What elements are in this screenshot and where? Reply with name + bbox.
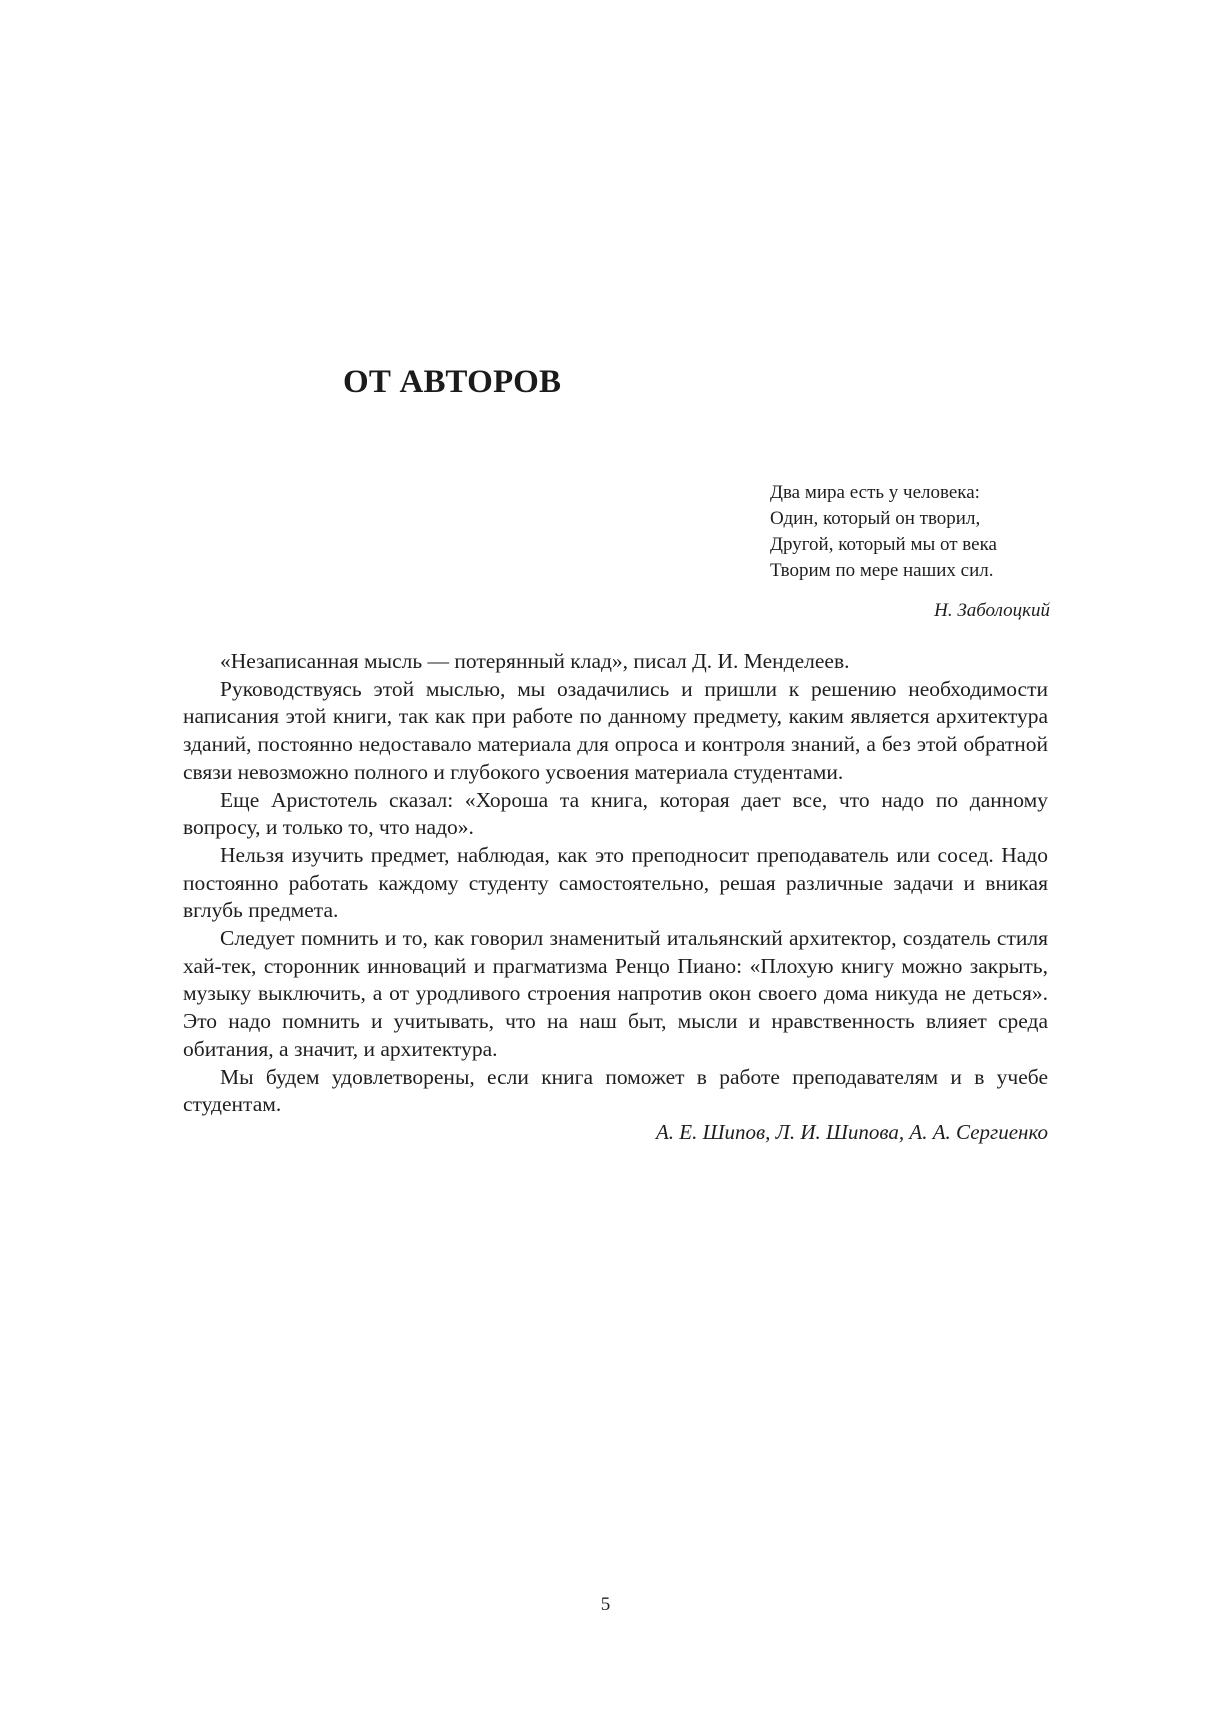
- body-text: [183, 648, 1048, 1147]
- epigraph-author: Н. Заболоцкий: [934, 600, 1050, 621]
- epigraph-line: Другой, который мы от века: [770, 534, 997, 555]
- epigraph-line: Два мира есть у человека:: [770, 482, 980, 503]
- epigraph-line: Творим по мере наших сил.: [770, 560, 994, 581]
- paragraph-aristotle-quote: Еще Аристотель сказал: «Хороша та книга, которая дает все, что надо по данному вопросу, и только то, что надо».: [183, 787, 1048, 840]
- paragraph-self-study: Нельзя изучить предмет, наблюдая, как это преподносит преподаватель или сосед. Надо постоянно работать каждому студенту самостоятельно, решая различные задачи и вникая вглубь предмета.: [183, 842, 1048, 923]
- paragraph-piano-quote: Следует помнить и то, как говорил знаменитый итальянский архитектор, создатель стиля хай-тек, сторонник инноваций и прагматизма Ренцо Пиано: «Плохую книгу можно закрыть, музыку выключить, а от уродливого строения напротив окон своего дома никуда не деться». Это надо помнить и учитывать, что на наш быт, мысли и нравственность влияет среда обитания, а значит, и архитектура.: [183, 926, 1048, 1061]
- paragraph-purpose: Руководствуясь этой мыслью, мы озадачились и пришли к решению необходимости написания этой книги, так как при работе по данному предмету, каким является архитектура зданий, постоянно недоставало материала для опроса и контроля знаний, а без этой обратной связи невозможно полного и глубокого усвоения материала студентами.: [183, 676, 1048, 784]
- epigraph: [770, 480, 1050, 624]
- epigraph-line: Один, который он творил,: [770, 508, 981, 529]
- paragraph-closing: Мы будем удовлетворены, если книга поможет в работе преподавателям и в учебе студентам.: [183, 1064, 1048, 1117]
- paragraph-mendeleev-quote: «Незаписанная мысль — потерянный клад», писал Д. И. Менделеев.: [220, 649, 850, 673]
- page-title: ОТ АВТОРОВ: [343, 364, 562, 400]
- page-number: 5: [600, 1594, 611, 1615]
- authors-signature: А. Е. Шипов, Л. И. Шипова, А. А. Сергиенко: [655, 1119, 1048, 1144]
